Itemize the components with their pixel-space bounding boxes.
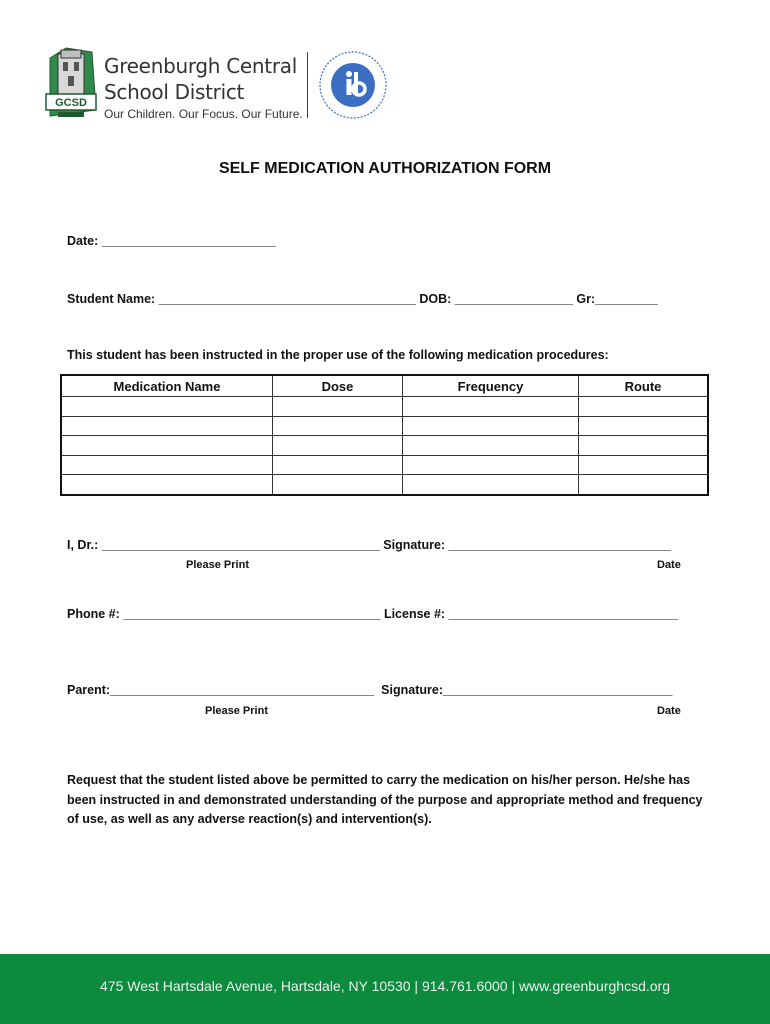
- table-cell[interactable]: [61, 475, 273, 495]
- table-cell[interactable]: [579, 455, 709, 475]
- parent-print-label: Please Print: [205, 705, 268, 717]
- table-header-row: [61, 375, 708, 397]
- col-medication-name: Medication Name: [61, 375, 273, 397]
- table-cell[interactable]: [273, 475, 403, 495]
- date-field[interactable]: Date: _________________________: [67, 234, 276, 248]
- org-tagline: Our Children. Our Focus. Our Future.: [104, 107, 303, 121]
- col-dose: Dose: [273, 375, 403, 397]
- table-cell[interactable]: [403, 436, 579, 456]
- table-cell[interactable]: [403, 416, 579, 436]
- table-row: [61, 416, 708, 436]
- student-info-line[interactable]: Student Name: _____________________________________ DOB: _________________ Gr:_________: [67, 292, 658, 306]
- parent-date-label: Date: [657, 705, 681, 717]
- col-frequency: Frequency: [403, 375, 579, 397]
- table-cell[interactable]: [273, 436, 403, 456]
- table-row: [61, 455, 708, 475]
- table-cell[interactable]: [579, 397, 709, 417]
- gcsd-logo-icon: [44, 44, 98, 122]
- table-cell[interactable]: [273, 416, 403, 436]
- parent-signature-line[interactable]: Parent:______________________________________ Signature:_________________________________: [67, 683, 673, 697]
- request-paragraph: Request that the student listed above be permitted to carry the medication on his/her person. He/she has been instructed in and demonstrated understanding of the purpose and appropriate method and frequency of use, as well as any adverse reaction(s) and intervention(s).: [67, 773, 703, 826]
- doctor-print-label: Please Print: [186, 559, 249, 571]
- table-cell[interactable]: [403, 455, 579, 475]
- table-cell[interactable]: [579, 475, 709, 495]
- table-cell[interactable]: [61, 436, 273, 456]
- phone-license-line[interactable]: Phone #: _____________________________________ License #: _________________________________: [67, 607, 678, 621]
- ib-seal-icon: [318, 50, 388, 120]
- doctor-date-label: Date: [657, 559, 681, 571]
- table-cell[interactable]: [273, 397, 403, 417]
- table-cell[interactable]: [403, 397, 579, 417]
- table-row: [61, 397, 708, 417]
- table-row: [61, 475, 708, 495]
- col-route: Route: [579, 375, 709, 397]
- table-row: [61, 436, 708, 456]
- table-cell[interactable]: [403, 475, 579, 495]
- table-cell[interactable]: [579, 416, 709, 436]
- table-cell[interactable]: [579, 436, 709, 456]
- org-name-line2: School District: [104, 80, 245, 104]
- table-cell[interactable]: [273, 455, 403, 475]
- footer-contact: 475 West Hartsdale Avenue, Hartsdale, NY 10530 | 914.761.6000 | www.greenburghcsd.org: [100, 978, 670, 994]
- logo-divider: [307, 52, 308, 118]
- emblem-label: GCSD: [55, 97, 87, 109]
- medication-instruction: This student has been instructed in the proper use of the following medication procedures:: [67, 348, 609, 362]
- table-cell[interactable]: [61, 416, 273, 436]
- medication-table: [60, 374, 709, 496]
- table-cell[interactable]: [61, 455, 273, 475]
- form-title: SELF MEDICATION AUTHORIZATION FORM: [218, 160, 552, 177]
- doctor-signature-line[interactable]: I, Dr.: ________________________________________ Signature: ________________________________: [67, 538, 672, 552]
- table-cell[interactable]: [61, 397, 273, 417]
- org-name-line1: Greenburgh Central: [104, 54, 297, 78]
